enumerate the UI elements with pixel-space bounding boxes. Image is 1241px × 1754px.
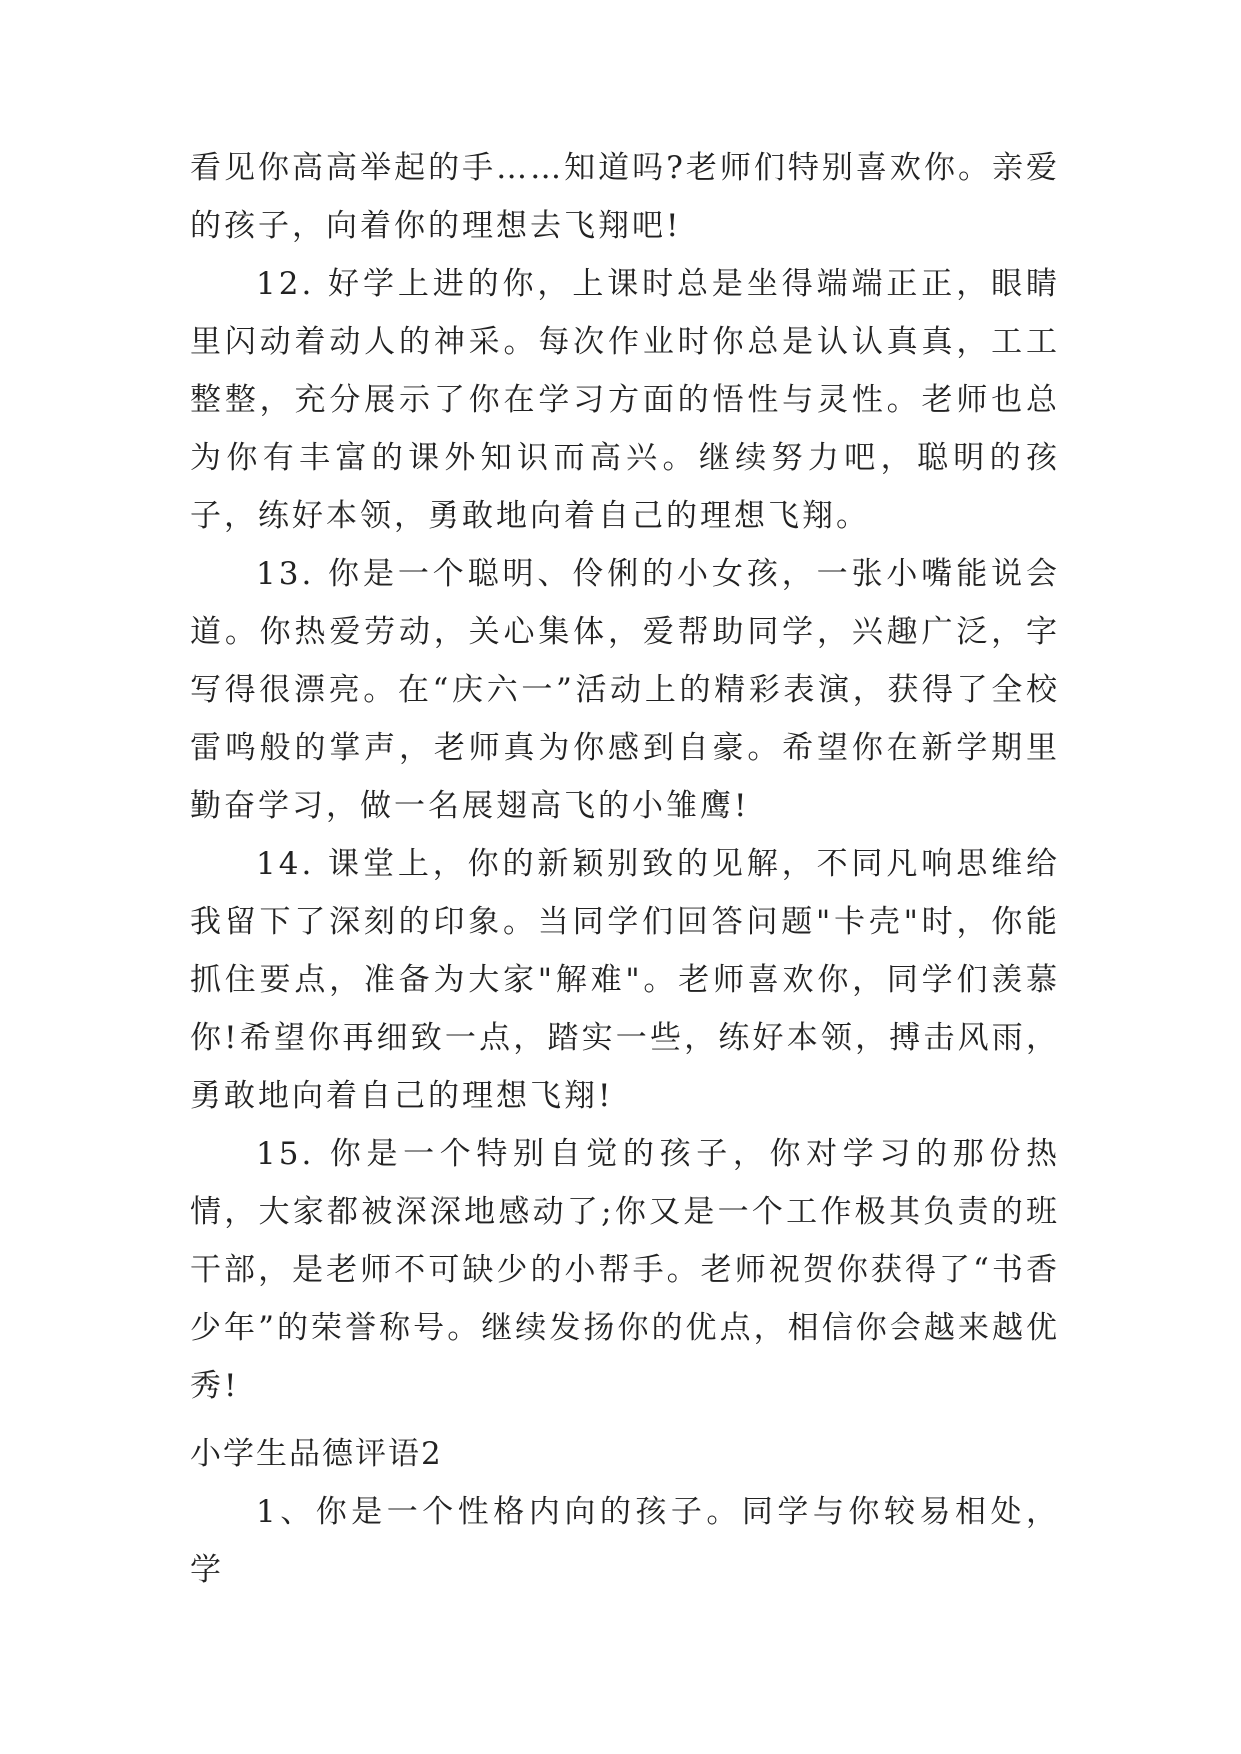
document-body xyxy=(190,139,1060,1415)
paragraph-13: 13. 你是一个聪明、伶俐的小女孩，一张小嘴能说会道。你热爱劳动，关心集体，爱帮助同学，兴趣广泛，字写得很漂亮。在“庆六一”活动上的精彩表演，获得了全校雷鸣般的掌声，老师真为你感到自豪。希望你在新学期里勤奋学习，做一名展翅高飞的小雏鹰! xyxy=(190,556,1060,824)
paragraph-14: 14. 课堂上，你的新颖别致的见解，不同凡响思维给我留下了深刻的印象。当同学们回答问题"卡壳"时，你能抓住要点，准备为大家"解难"。老师喜欢你，同学们羡慕你!希望你再细致一点，踏实一些，练好本领，搏击风雨，勇敢地向着自己的理想飞翔! xyxy=(190,846,1060,1114)
section-body xyxy=(190,1483,1060,1599)
continuation-paragraph: 看见你高高举起的手……知道吗?老师们特别喜欢你。亲爱的孩子，向着你的理想去飞翔吧! xyxy=(190,150,1060,244)
paragraph-15: 15. 你是一个特别自觉的孩子，你对学习的那份热情，大家都被深深地感动了;你又是一个工作极其负责的班干部，是老师不可缺少的小帮手。老师祝贺你获得了“书香少年”的荣誉称号。继续发扬你的优点，相信你会越来越优秀! xyxy=(190,1136,1060,1404)
paragraph-12: 12. 好学上进的你，上课时总是坐得端端正正，眼睛里闪动着动人的神采。每次作业时你总是认认真真，工工整整，充分展示了你在学习方面的悟性与灵性。老师也总为你有丰富的课外知识而高兴。继续努力吧，聪明的孩子，练好本领，勇敢地向着自己的理想飞翔。 xyxy=(190,266,1060,534)
section-heading: 小学生品德评语2 xyxy=(190,1436,443,1472)
section-paragraph-1: 1、你是一个性格内向的孩子。同学与你较易相处，学 xyxy=(190,1494,1060,1588)
